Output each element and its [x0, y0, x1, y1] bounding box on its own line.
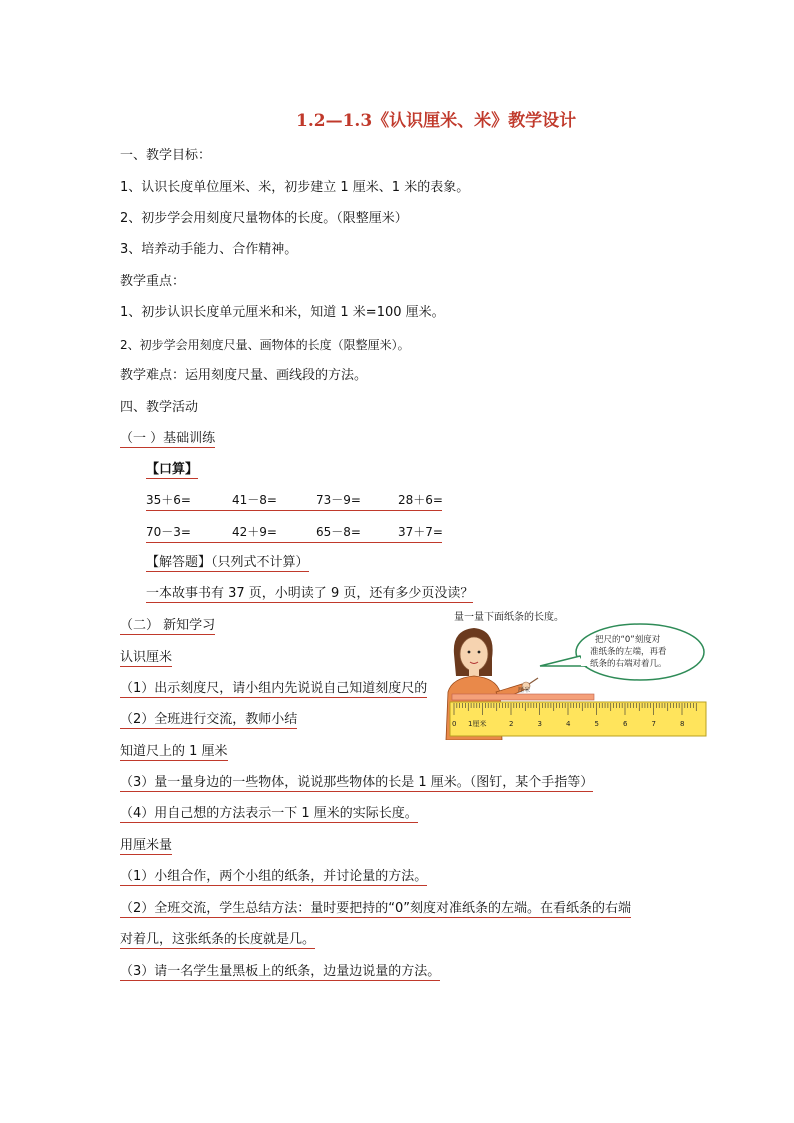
ruler-number: 6	[623, 720, 628, 728]
calc-item: 42＋9=	[206, 524, 286, 543]
ruler-number: 2	[509, 720, 514, 728]
measure-step-1: （1）小组合作，两个小组的纸条，并讨论量的方法。	[120, 869, 428, 884]
ruler-number: 4	[566, 720, 571, 728]
goals-heading: 一、教学目标：	[120, 148, 212, 163]
measure-heading: 用厘米量	[120, 838, 173, 853]
calc-item: 37＋7=	[376, 524, 442, 543]
ruler-label-1cm: 1厘米	[468, 720, 487, 728]
key-point-2: 2、初步学会用刻度尺量、画物体的长度（限整厘米）。	[120, 338, 410, 352]
step-3: （3）量一量身边的一些物体，说说那些物体的长是 1 厘米。（图钉，某个手指等）	[120, 775, 594, 790]
key-point-1: 1、初步认识长度单元厘米和米，知道 1 米=100 厘米。	[120, 305, 445, 320]
measure-step-3: （3）请一名学生量黑板上的纸条，边量边说量的方法。	[120, 964, 441, 979]
calc-item: 28＋6=	[376, 492, 442, 511]
ruler-number: 0	[452, 720, 457, 728]
strip-unit-label: 厘米	[518, 687, 531, 694]
calc-item: 35＋6=	[146, 492, 206, 511]
page-title: 1.2—1.3《认识厘米、米》教学设计	[296, 111, 577, 131]
ruler-number: 8	[680, 720, 685, 728]
goal-1: 1、认识长度单位厘米、米，初步建立 1 厘米、1 米的表象。	[120, 180, 470, 195]
bubble-line-1: 把尺的“0”刻度对	[595, 635, 661, 645]
ruler-illustration	[440, 606, 708, 740]
illustration-caption: 量一量下面纸条的长度。	[454, 612, 564, 623]
measure-step-2-line-1: （2）全班交流，学生总结方法：量时要把持的“0”刻度对准纸条的左端。在看纸条的右端	[120, 901, 632, 916]
ruler-number: 3	[537, 720, 542, 728]
ruler-number: 5	[594, 720, 599, 728]
calc-item: 41－8=	[206, 492, 286, 511]
bubble-line-3: 纸条的右端对着几。	[590, 659, 667, 669]
calc-item: 70－3=	[146, 524, 206, 543]
goal-3: 3、培养动手能力、合作精神。	[120, 242, 298, 257]
solve-heading: 【解答题】（只列式不计算）	[146, 555, 309, 570]
measure-step-2-line-2: 对着几，这张纸条的长度就是几。	[120, 932, 316, 947]
step-1: （1）出示刻度尺，请小组内先说说自己知道刻度尺的	[120, 681, 428, 696]
calc-item: 73－9=	[286, 492, 376, 511]
step-4: （4）用自己想的方法表示一下 1 厘米的实际长度。	[120, 806, 418, 821]
speech-bubble	[540, 624, 704, 680]
section-2-heading: （二） 新知学习	[120, 618, 216, 633]
oral-calc-heading: 【口算】	[146, 462, 199, 477]
ruler-illustration-svg	[440, 606, 708, 740]
bubble-line-2: 准纸条的左端，再看	[590, 647, 667, 657]
word-problem: 一本故事书有 37 页，小明读了 9 页，还有多少页没读？	[146, 586, 474, 601]
ruler-number: 7	[651, 720, 656, 728]
calc-item: 65－8=	[286, 524, 376, 543]
activity-heading: 四、教学活动	[120, 400, 199, 415]
cm-heading: 认识厘米	[120, 650, 173, 665]
step-2: （2）全班进行交流，教师小结	[120, 712, 298, 727]
know-cm-heading: 知道尺上的 1 厘米	[120, 744, 228, 759]
section-1-heading: （一 ）基础训练	[120, 431, 216, 446]
ruler	[450, 702, 706, 736]
difficulty: 教学难点：运用刻度尺量、画线段的方法。	[120, 368, 368, 383]
goal-2: 2、初步学会用刻度尺量物体的长度。（限整厘米）	[120, 211, 408, 226]
key-heading: 教学重点：	[120, 274, 186, 289]
